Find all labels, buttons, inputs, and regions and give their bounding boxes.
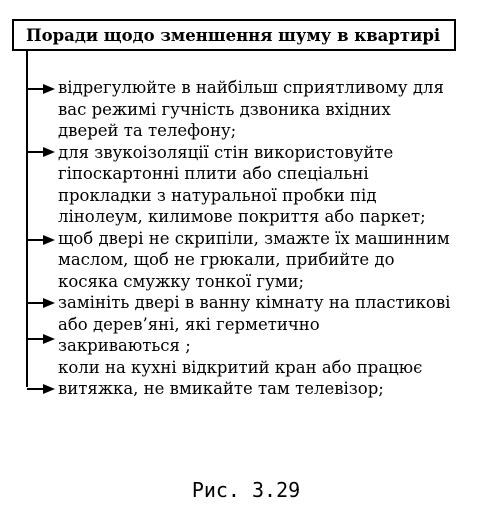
text-line: коли на кухні відкритий кран або працює [58,357,423,377]
advice-text-block [58,77,483,400]
text-line: для звукоізоляції стін використовуйте [58,142,394,162]
arrow-icon [27,234,55,246]
arrow-icon [27,297,55,309]
text-line: лінолеум, килимове покриття або паркет; [58,207,426,226]
text-line: вас режимі гучність дзвоника вхідних [58,99,391,119]
arrow-icon [27,146,55,158]
text-line: гіпоскартонні плити або спеціальні [58,164,369,183]
arrow-icon [27,83,55,95]
text-line: замініть двері в ванну кімнату на пластикові [58,293,451,312]
text-line: відрегулюйте в найбільш сприятливому для [58,78,444,97]
diagram-title-box [12,19,456,51]
text-line: прокладки з натуральної пробки під [58,185,377,205]
text-line: косяка смужку тонкої гуми; [58,271,305,291]
text-line: або дерев’яні, які герметично [58,314,320,334]
figure-caption: Рис. 3.29 [191,478,301,502]
text-line: маслом, щоб не грюкали, прибийте до [58,250,395,269]
title-connector-line [26,51,28,67]
text-line: закриваються ; [58,336,191,355]
text-line: витяжка, не вмикайте там телевізор; [58,379,384,398]
diagram-title: Поради щодо зменшення шуму в квартирі [26,25,441,45]
text-line: щоб двері не скрипіли, змажте їх машинним [58,228,450,248]
arrow-icon [27,333,55,345]
arrow-icon [27,383,55,395]
text-line: дверей та телефону; [58,121,237,140]
